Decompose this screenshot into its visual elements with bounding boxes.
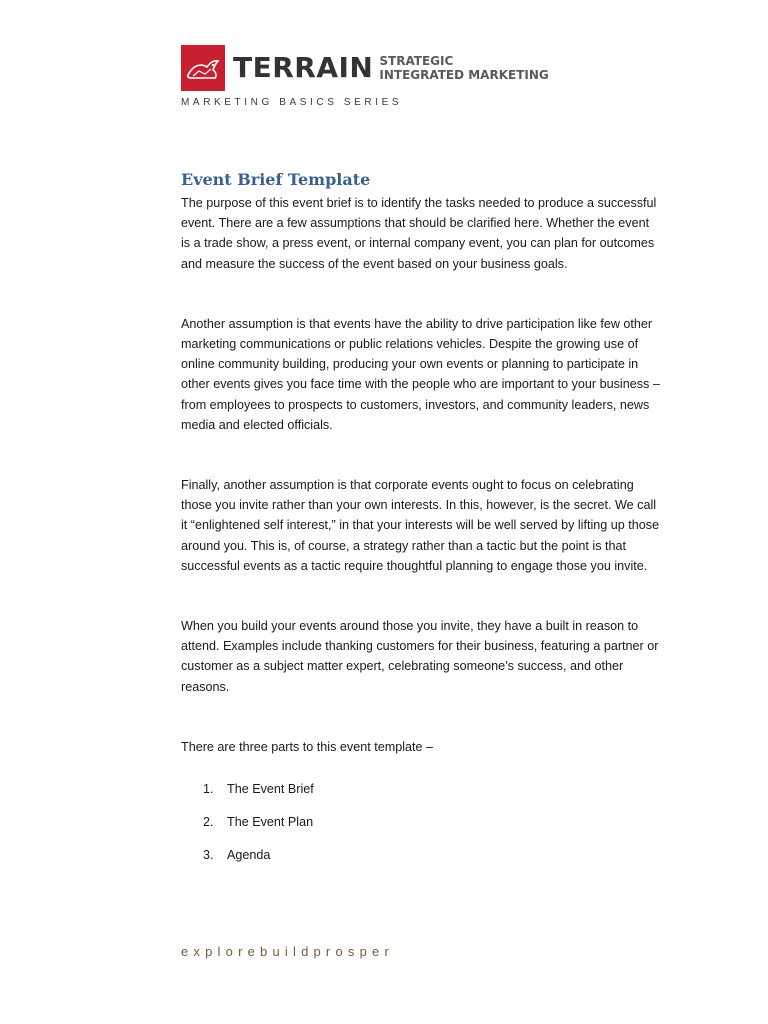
list-item-number: 2. xyxy=(203,815,214,830)
series-label: MARKETING BASICS SERIES xyxy=(181,97,403,108)
paragraph-participation: Another assumption is that events have the ability to drive participation like few other marketing communications or public relations vehicles. Despite the growing use of online community building, producing your own events or planning to participate in other events gives you face time with the people who are important to your business – from employees to prospects to customers, investors, and community leaders, news media and elected officials. xyxy=(181,316,660,432)
list-item-text: The Event Plan xyxy=(227,815,314,830)
document-body xyxy=(181,170,661,878)
paragraph-celebrating: Finally, another assumption is that corporate events ought to focus on celebrating those you invite rather than your own interests. In this, however, is the secret. We call it “enlightened self interest,” in that your interests will be well served by lifting up those around you. This is, of course, a strategy rather than a tactic but the point is that successful events as a tactic require thoughtful planning to engage those you invite. xyxy=(181,478,660,573)
list-item-number: 3. xyxy=(203,848,214,863)
list-item xyxy=(203,779,661,799)
rabbit-icon xyxy=(185,53,221,83)
page-title: Event Brief Template xyxy=(181,170,371,189)
paragraph-three-parts: There are three parts to this event template – xyxy=(181,739,434,754)
paragraph-purpose: The purpose of this event brief is to identify the tasks needed to produce a successful event. There are a few assumptions that should be clarified here. Whether the event is a trade show, a press event, or internal company event, you can plan for outcomes and measure the success of the event based on your business goals. xyxy=(181,196,657,271)
list-item-text: The Event Brief xyxy=(227,782,314,797)
list-item xyxy=(203,845,661,865)
brand-tagline xyxy=(379,54,548,82)
list-item-text: Agenda xyxy=(227,848,271,863)
tagline-line-2: INTEGRATED MARKETING xyxy=(379,68,549,82)
paragraph-build-events: When you build your events around those you invite, they have a built in reason to attend. Examples include thanking customers for their business, featuring a partner or customer as a subject matter expert, celebrating someone’s success, and other reasons. xyxy=(181,619,659,694)
terrain-logo-mark-icon xyxy=(181,45,225,91)
logo-row xyxy=(181,45,549,91)
list-item-number: 1. xyxy=(203,782,214,797)
template-parts-list xyxy=(203,779,661,865)
list-item xyxy=(203,812,661,832)
tagline-line-1: STRATEGIC xyxy=(379,54,454,68)
brand-name: TERRAIN xyxy=(233,51,374,84)
document-header xyxy=(181,45,549,108)
footer-tagline: explorebuildprosper xyxy=(181,944,394,959)
